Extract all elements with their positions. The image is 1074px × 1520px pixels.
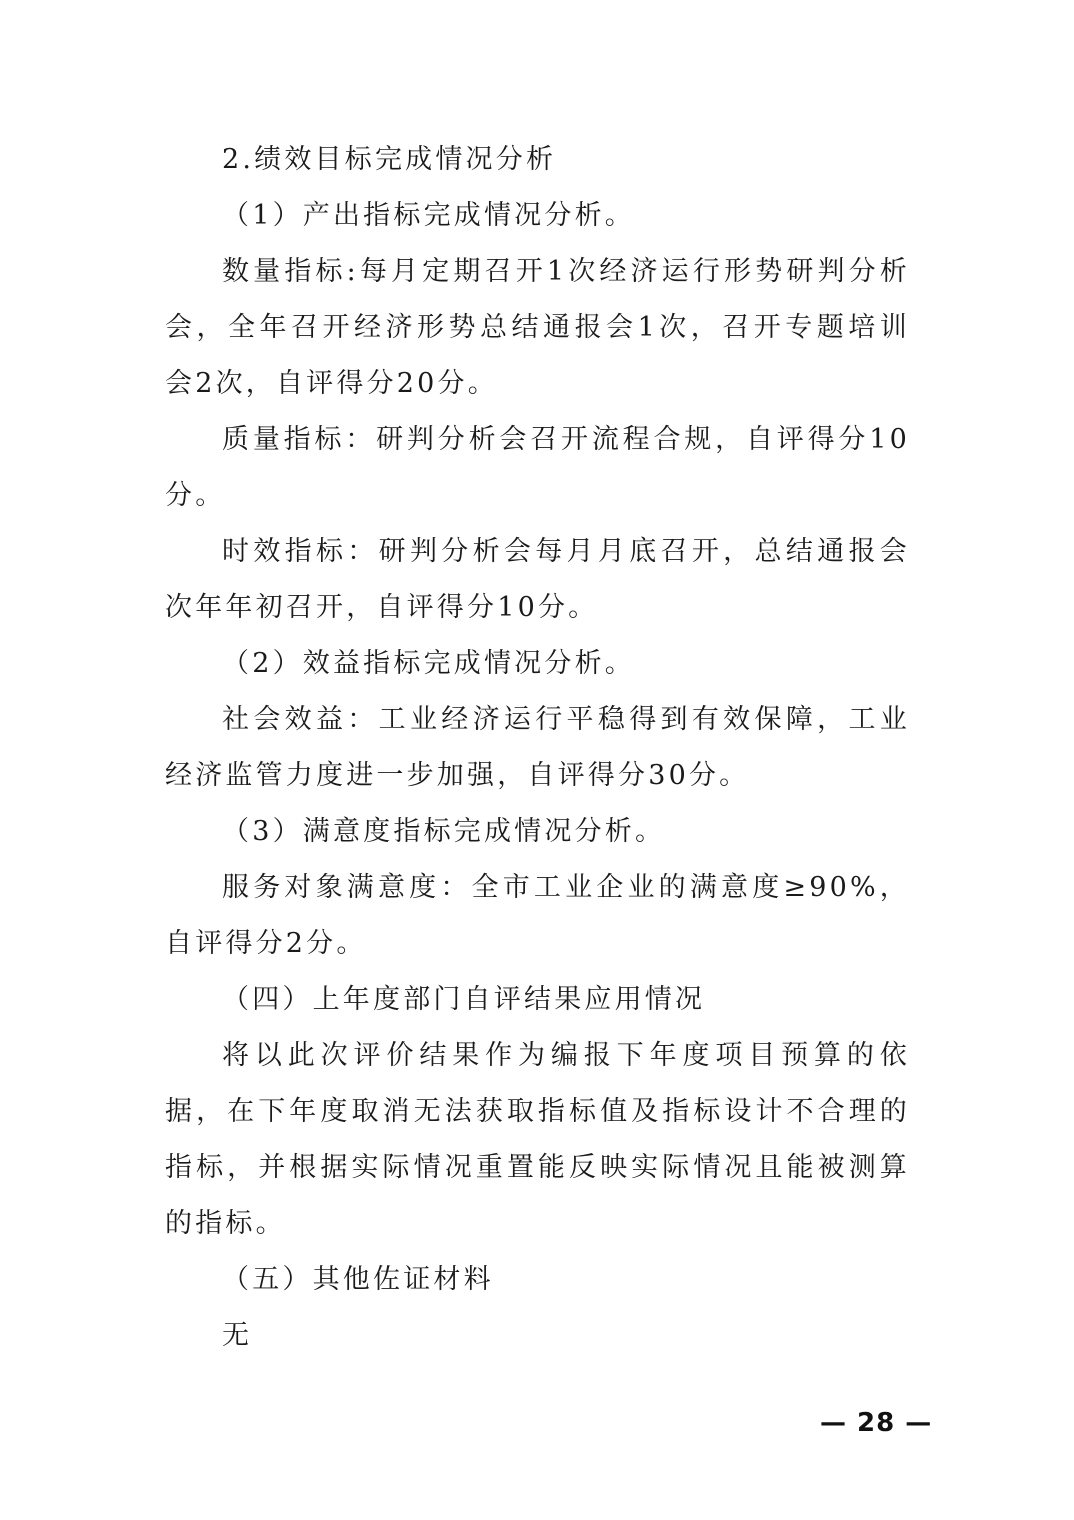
subheading-benefit-indicators: （2）效益指标完成情况分析。 xyxy=(222,648,635,679)
page-number: — 28 — xyxy=(820,1408,933,1438)
section-heading-self-evaluation-application: （四）上年度部门自评结果应用情况 xyxy=(222,984,706,1015)
paragraph-evaluation-application: 将以此次评价结果作为编报下年度项目预算的依据，在下年度取消无法获取指标值及指标设计不合理的指标，并根据实际情况重置能反映实际情况且能被测算的指标。 xyxy=(165,1040,910,1239)
subheading-output-indicators: （1）产出指标完成情况分析。 xyxy=(222,200,635,231)
subheading-satisfaction-indicators: （3）满意度指标完成情况分析。 xyxy=(222,816,666,847)
paragraph-quantity-indicator: 数量指标:每月定期召开1次经济运行形势研判分析会，全年召开经济形势总结通报会1次，召开专题培训会2次，自评得分20分。 xyxy=(165,256,910,399)
paragraph-none: 无 xyxy=(222,1320,253,1351)
section-heading-other-evidence: （五）其他佐证材料 xyxy=(222,1264,494,1295)
paragraph-social-benefit: 社会效益：工业经济运行平稳得到有效保障，工业经济监管力度进一步加强，自评得分30分。 xyxy=(165,704,910,791)
section-heading-performance-analysis: 2.绩效目标完成情况分析 xyxy=(222,144,557,175)
paragraph-timeliness-indicator: 时效指标：研判分析会每月月底召开，总结通报会次年年初召开，自评得分10分。 xyxy=(165,536,910,623)
paragraph-service-satisfaction: 服务对象满意度：全市工业企业的满意度≥90%，自评得分2分。 xyxy=(165,872,910,959)
paragraph-quality-indicator: 质量指标：研判分析会召开流程合规，自评得分10分。 xyxy=(165,424,910,511)
document-body xyxy=(165,132,910,1364)
